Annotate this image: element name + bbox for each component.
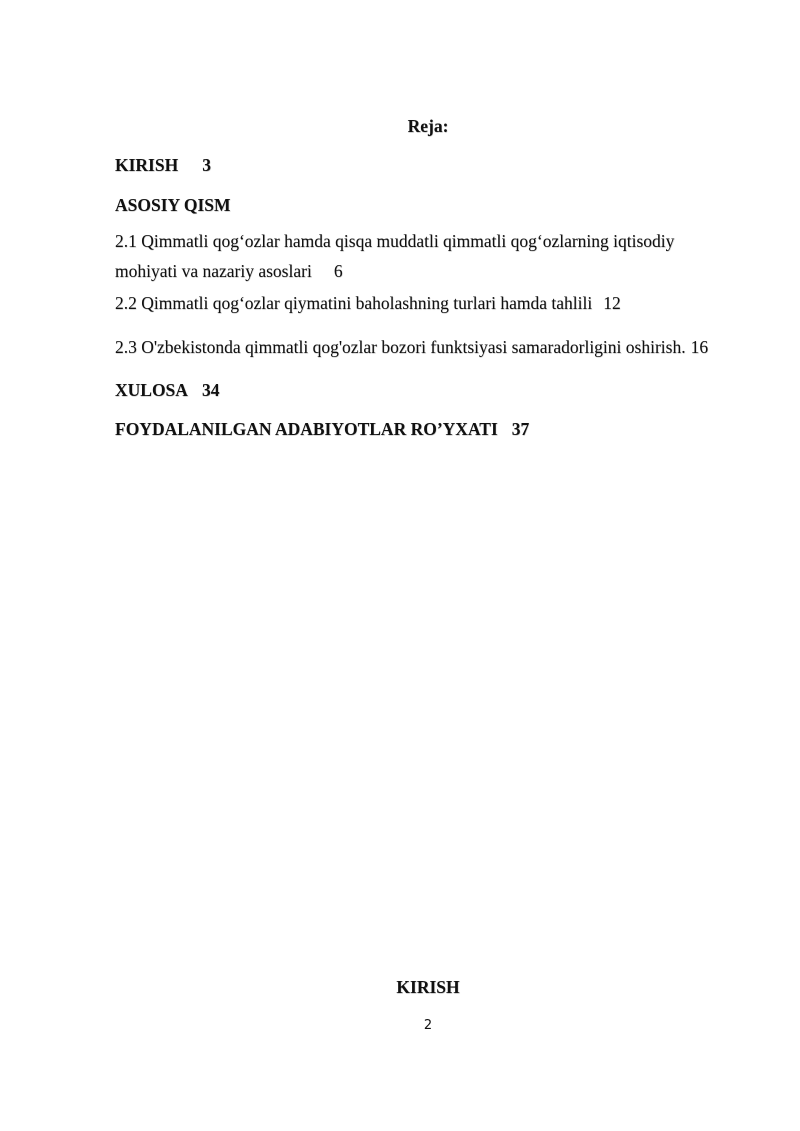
toc-page-number: 37 bbox=[511, 419, 530, 439]
toc-page-number: 34 bbox=[201, 380, 220, 400]
toc-text: 2.3 O'zbekistonda qimmatli qog'ozlar bozori funktsiyasi samaradorligini oshirish. bbox=[115, 337, 686, 357]
toc-label: FOYDALANILGAN ADABIYOTLAR RO’YXATI bbox=[115, 419, 498, 439]
toc-page-number: 12 bbox=[603, 293, 621, 313]
toc-page-number: 3 bbox=[202, 155, 211, 175]
toc-entry-xulosa bbox=[115, 380, 219, 401]
toc-entry-asosiy-qism bbox=[115, 195, 231, 216]
toc-page-number: 6 bbox=[333, 261, 343, 281]
page-title: Reja: bbox=[407, 116, 449, 136]
toc-label: KIRISH bbox=[115, 155, 179, 175]
toc-entry-kirish bbox=[115, 155, 211, 176]
toc-text-line2: mohiyati va nazariy asoslari bbox=[115, 261, 312, 281]
toc-text-line2-row bbox=[115, 256, 742, 286]
toc-page-number: 16 bbox=[690, 337, 709, 357]
toc-text-line1: 2.1 Qimmatli qog‘ozlar hamda qisqa muddatli qimmatli qog‘ozlarning iqtisodiy bbox=[115, 231, 675, 251]
toc-text: 2.2 Qimmatli qog‘ozlar qiymatini baholashning turlari hamda tahlili bbox=[115, 293, 593, 313]
page-number: 2 bbox=[423, 1018, 433, 1033]
toc-entry-2-3 bbox=[115, 337, 708, 358]
section-heading-kirish: KIRISH bbox=[396, 977, 460, 997]
toc-label: XULOSA bbox=[115, 380, 188, 400]
toc-entry-foydalanilgan-adabiyotlar bbox=[115, 419, 529, 440]
toc-label: ASOSIY QISM bbox=[115, 195, 231, 215]
toc-entry-2-2 bbox=[115, 293, 621, 314]
toc-entry-2-1 bbox=[115, 226, 742, 286]
